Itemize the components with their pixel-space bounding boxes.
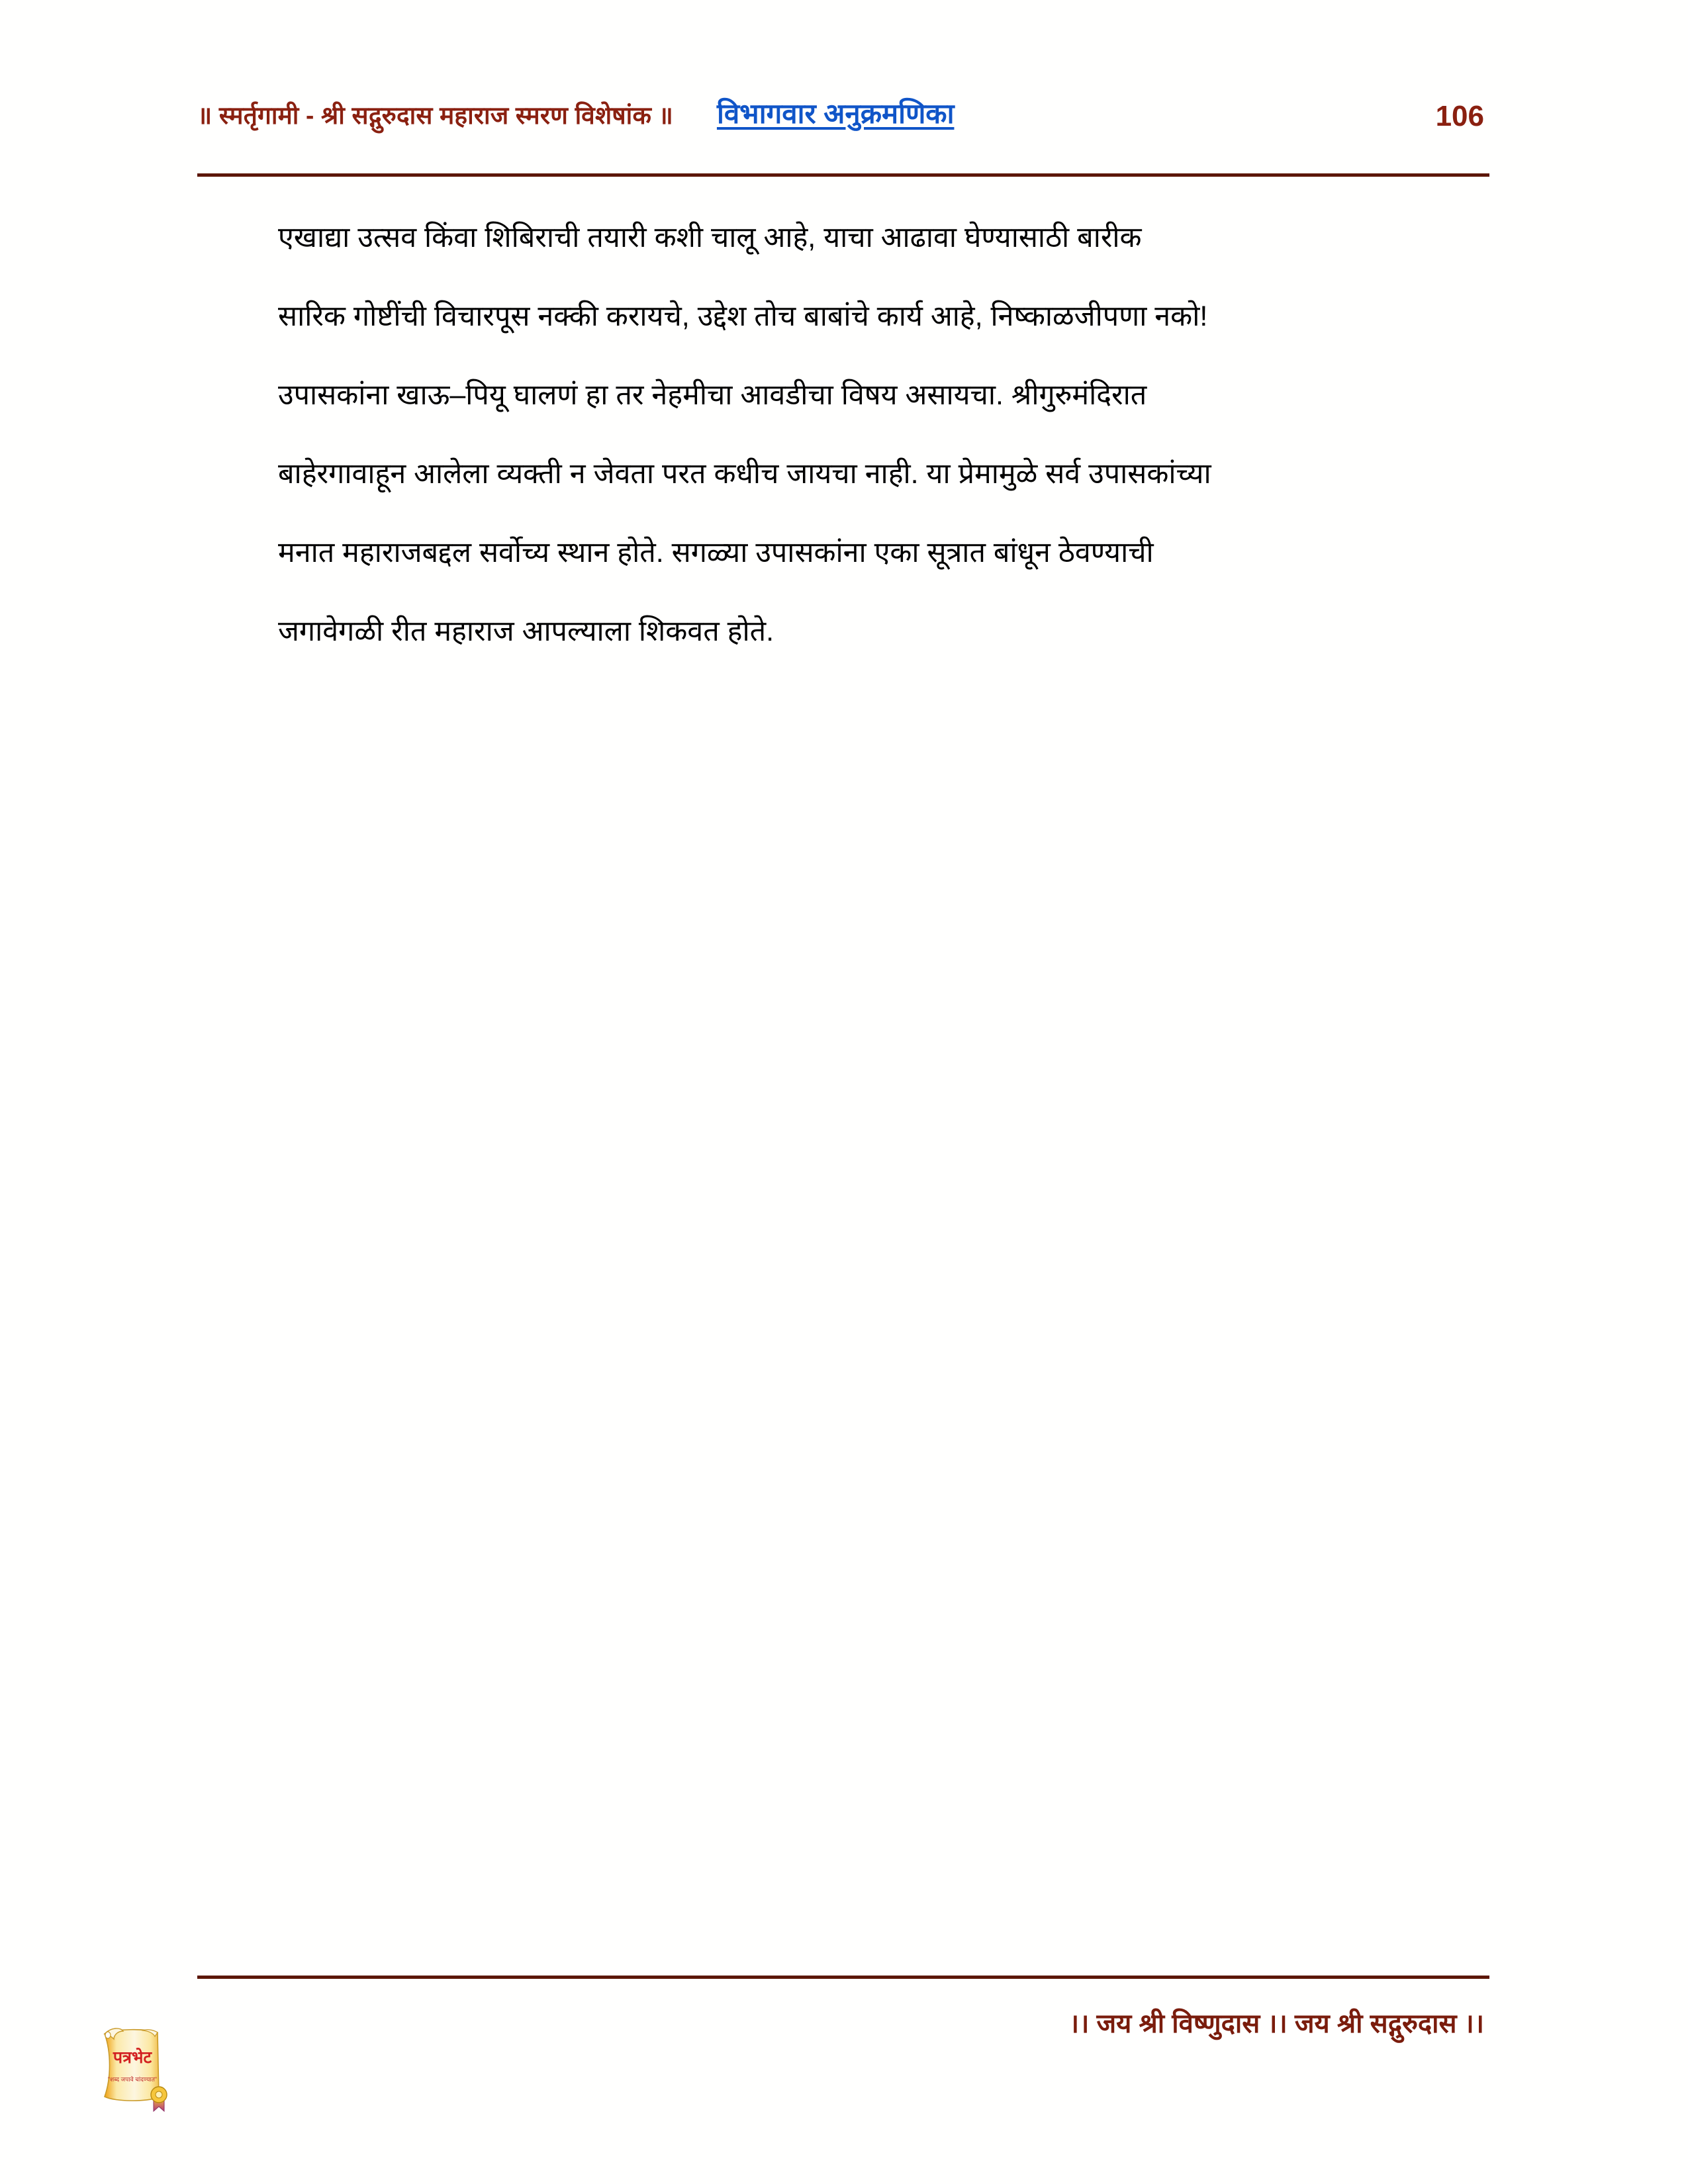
footer-blessing: ।। जय श्री विष्णुदास ।। जय श्री सद्गुरुदास ।। xyxy=(1069,2009,1484,2038)
paragraph-1 xyxy=(192,199,1503,671)
page-header xyxy=(197,93,1489,159)
svg-text:पत्रभेट: पत्रभेट xyxy=(113,2048,152,2067)
body-line: मनात महाराजबद्दल सर्वोच्य स्थान होते. सगळ्या उपासकांना एका सूत्रात बांधून ठेवण्याची xyxy=(278,537,1154,569)
body-line: जगावेगळी रीत महाराज आपल्याला शिकवत होते. xyxy=(278,615,774,647)
header-title: ॥ स्मर्तृगामी - श्री सद्गुरुदास महाराज स्मरण विशेषांक ॥ xyxy=(197,102,673,129)
index-link[interactable]: विभागवार अनुक्रमणिका xyxy=(716,98,955,129)
body-content xyxy=(192,199,1503,671)
body-line: एखाद्या उत्सव किंवा शिबिराची तयारी कशी चालू आहे, याचा आढावा घेण्यासाठी बारीक xyxy=(278,222,1142,253)
body-line: बाहेरगावाहून आलेला व्यक्ती न जेवता परत कधीच जायचा नाही. या प्रेमामुळे सर्व उपासकांच्या xyxy=(278,458,1211,490)
svg-text:"शब्द जपावे चांदण्यात": "शब्द जपावे चांदण्यात" xyxy=(107,2076,158,2083)
patrabhet-scroll-logo-icon[interactable] xyxy=(85,2009,184,2115)
page-number: 106 xyxy=(1435,100,1484,132)
footer-divider xyxy=(197,1976,1489,1979)
body-line: उपासकांना खाऊ–पियू घालणं हा तर नेहमीचा आवडीचा विषय असायचा. श्रीगुरुमंदिरात xyxy=(278,379,1147,411)
body-line: सारिक गोष्टींची विचारपूस नक्की करायचे, उद्देश तोच बाबांचे कार्य आहे, निष्काळजीपणा नको! xyxy=(278,300,1208,332)
page-footer xyxy=(197,1985,1489,2111)
header-divider xyxy=(197,173,1489,177)
